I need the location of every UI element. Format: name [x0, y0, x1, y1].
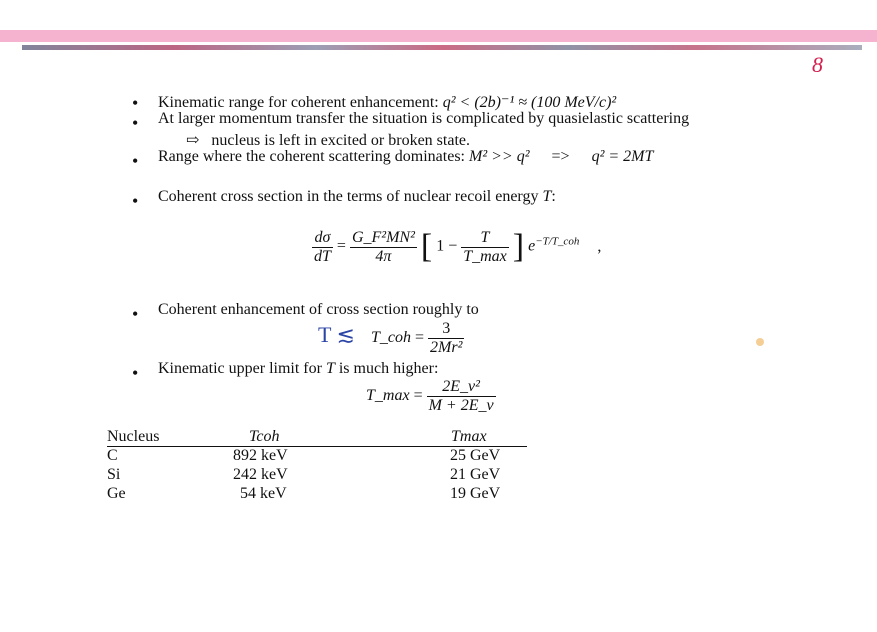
pink-top-band — [0, 30, 877, 42]
bullet-dot: • — [132, 304, 139, 324]
bullet-dot: • — [132, 191, 139, 211]
scan-speck — [756, 338, 764, 346]
tcoh-equation: T ≲ T_coh = $\frac{3}{\text{2Mr²}}$ — [318, 320, 463, 356]
bullet-dot: • — [132, 93, 139, 113]
nucleus-table — [107, 428, 527, 504]
table-header — [107, 428, 527, 447]
page-number: 8 — [812, 52, 823, 77]
sub-nucleus-state: ⇨ nucleus is left in excited or broken state. — [186, 132, 470, 149]
tmax-equation: T_max = $\frac{\text{2E\_ν²}}{M + 2E\_\nu}$ — [366, 378, 494, 414]
left-bracket: [ — [420, 228, 433, 265]
dsigma-dt-fraction: $\frac{d\sigma}{dT}$ — [314, 228, 331, 265]
bullet-dot: • — [132, 363, 139, 383]
tcoh-fraction: $\frac{3}{\text{2Mr²}}$ — [430, 320, 463, 356]
gf-fraction: $\frac{\text{G\_F²MN²}}{4\pi}$ — [351, 228, 415, 265]
bullet-larger-momentum: At larger momentum transfer the situation is complicated by quasielastic scattering — [158, 110, 690, 127]
bullet-coherent-enhancement: Coherent enhancement of cross section roughly to — [158, 301, 479, 318]
right-arrow-icon: ⇨ — [186, 132, 200, 149]
decorative-rule — [22, 45, 862, 50]
right-bracket: ] — [512, 228, 525, 265]
handwritten-t-le: T ≲ — [318, 322, 355, 348]
bullet-cross-section: Coherent cross section in the terms of nuclear recoil energy T: — [158, 188, 556, 205]
table-row: Ge 54 keV 19 GeV — [107, 485, 501, 502]
header-tmax: Tmax — [451, 428, 487, 445]
bullet-dot: • — [132, 151, 139, 171]
header-nucleus: Nucleus — [107, 428, 160, 445]
bullet-coherent-dominates: Range where the coherent scattering dominates: M² >> q² => q² = 2MT — [158, 148, 654, 165]
header-tcoh: Tcoh — [249, 428, 280, 445]
bullet-kinematic-range: Kinematic range for coherent enhancement: q² < (2b)⁻¹ ≈ (100 MeV/c)² — [158, 94, 617, 111]
cross-section-equation: $\frac{d\sigma}{dT}$ = $\frac{\text{G\_F²MN²}}{4\pi}$ [ 1 − $\frac{T}{T\_\max}$ ] $e^{-T/T\_coh}$ , — [314, 228, 602, 265]
tmax-fraction: $\frac{\text{2E\_ν²}}{M + 2E\_\nu}$ — [428, 378, 494, 414]
table-row: C 892 keV 25 GeV — [107, 447, 501, 464]
table-row: Si 242 keV 21 GeV — [107, 466, 501, 483]
bullet-kinematic-upper: Kinematic upper limit for T is much higher: — [158, 360, 439, 377]
t-over-tmax-fraction: $\frac{T}{T\_\max}$ — [463, 228, 507, 265]
bullet-dot: • — [132, 113, 139, 133]
